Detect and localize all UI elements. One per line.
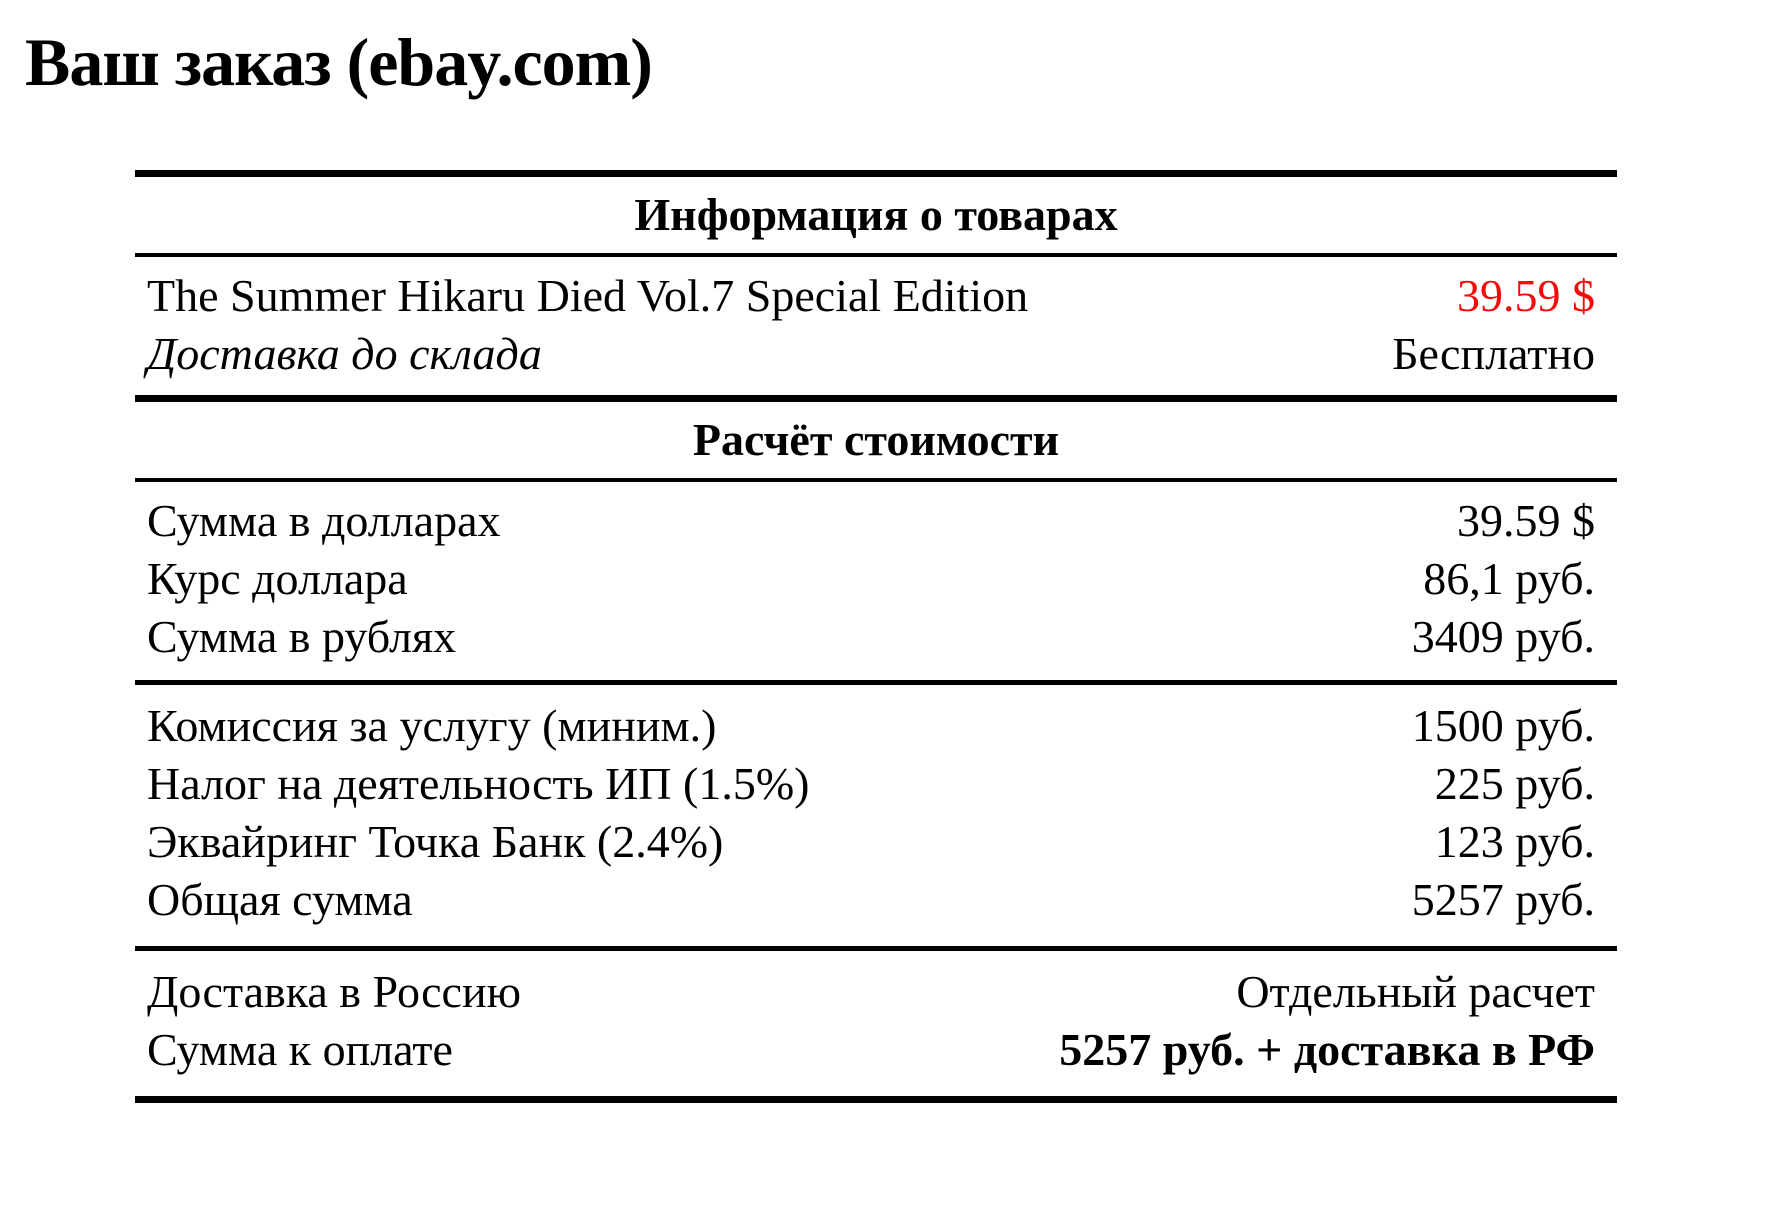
row-label: Эквайринг Точка Банк (2.4%) [147,816,724,868]
section-header-info: Информация о товарах [634,189,1118,241]
row-value: 5257 руб. [1411,874,1595,926]
row-label: Комиссия за услугу (миним.) [147,700,717,752]
row-value: 225 руб. [1434,758,1595,810]
table-bottom-rule [135,1096,1617,1103]
row-label: Сумма в рублях [147,611,457,663]
row-value: 1500 руб. [1411,700,1595,752]
row-label: Налог на деятельность ИП (1.5%) [147,758,810,810]
section-header-calc: Расчёт стоимости [692,414,1060,466]
row-label: Сумма к оплате [147,1024,453,1076]
row-value: Бесплатно [1392,328,1595,380]
info-rows [135,257,1617,395]
row-label: Курс доллара [147,553,408,605]
row-label: Доставка в Россию [147,966,521,1018]
row-label: Доставка до склада [147,328,542,380]
row-value: 123 руб. [1434,816,1595,868]
conversion-rows [135,482,1617,680]
table-row [135,608,1617,666]
table-row [135,267,1617,325]
order-table [135,170,1617,1103]
section-divider-rule [135,395,1617,402]
page-title: Ваш заказ (ebay.com) [25,24,652,100]
table-row [135,871,1617,929]
row-value: Отдельный расчет [1236,966,1595,1018]
row-value: 39.59 $ [1457,495,1595,547]
table-row [135,325,1617,383]
table-row [135,1021,1617,1079]
fee-rows [135,685,1617,946]
total-rows [135,951,1617,1096]
row-value: 3409 руб. [1411,611,1595,663]
row-value: 5257 руб. + доставка в РФ [1059,1024,1595,1076]
table-row [135,963,1617,1021]
row-label: Общая сумма [147,874,413,926]
row-label: The Summer Hikaru Died Vol.7 Special Edition [147,270,1029,322]
table-row [135,813,1617,871]
table-top-rule [135,170,1617,177]
table-row [135,492,1617,550]
table-row [135,550,1617,608]
table-row [135,755,1617,813]
table-row [135,697,1617,755]
row-label: Сумма в долларах [147,495,501,547]
row-value: 86,1 руб. [1423,553,1595,605]
row-value: 39.59 $ [1457,270,1595,322]
